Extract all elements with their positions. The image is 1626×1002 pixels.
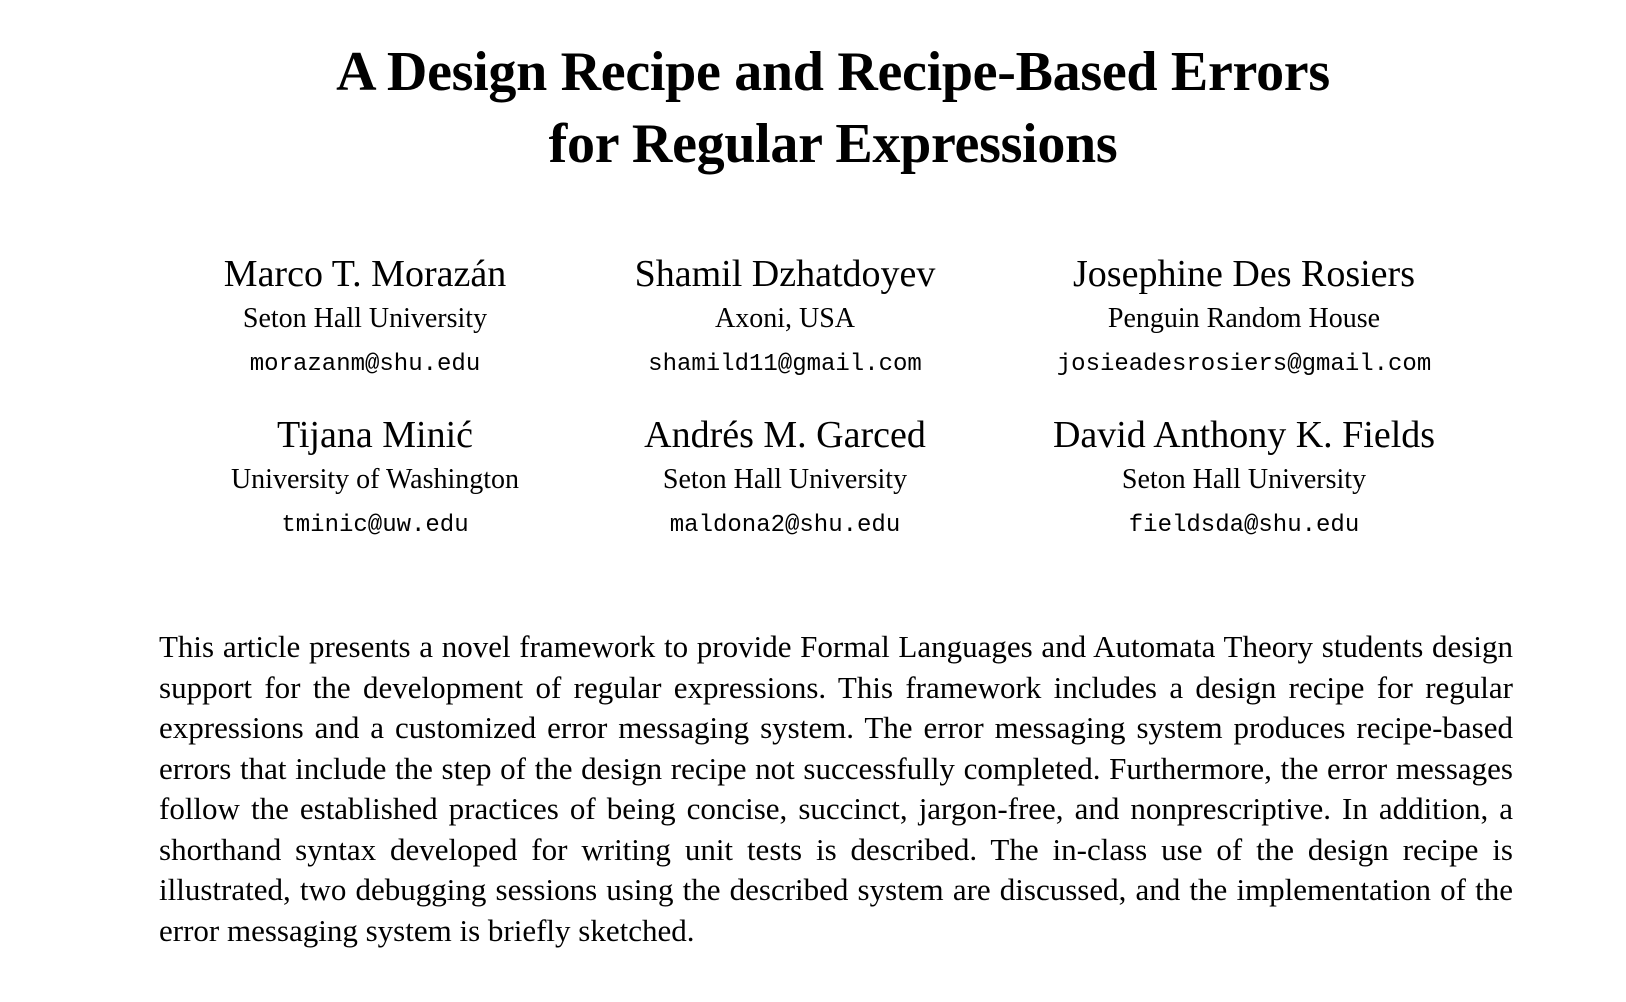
author-email: fieldsda@shu.edu bbox=[1128, 512, 1360, 539]
author-block bbox=[1024, 413, 1464, 541]
author-block bbox=[585, 252, 985, 380]
author-affiliation: Seton Hall University bbox=[242, 303, 488, 334]
author-name: Josephine Des Rosiers bbox=[1073, 253, 1415, 295]
author-email: tminic@uw.edu bbox=[281, 512, 469, 539]
author-affiliation: University of Washington bbox=[230, 464, 520, 495]
author-block bbox=[585, 413, 985, 541]
title-line-1: A Design Recipe and Recipe-Based Errors bbox=[336, 41, 1330, 103]
author-email: josieadesrosiers@gmail.com bbox=[1056, 351, 1432, 378]
author-affiliation: Axoni, USA bbox=[714, 303, 855, 334]
author-name: Marco T. Morazán bbox=[223, 253, 507, 295]
author-affiliation: Seton Hall University bbox=[662, 464, 908, 495]
author-name: Tijana Minić bbox=[277, 414, 473, 456]
author-name: Shamil Dzhatdoyev bbox=[634, 253, 936, 295]
author-block bbox=[165, 252, 565, 380]
author-block bbox=[175, 413, 575, 541]
author-name: Andrés M. Garced bbox=[644, 414, 926, 456]
paper-title bbox=[0, 36, 1626, 180]
title-line-2: for Regular Expressions bbox=[548, 113, 1118, 175]
author-affiliation: Seton Hall University bbox=[1121, 464, 1367, 495]
abstract-paragraph: This article presents a novel framework to provide Formal Languages and Automata Theory students design support for the development of regular expressions. This framework includes a design recipe for regular expressions and a customized error messaging system. The error messaging system produces recipe-based errors that include the step of the design recipe not successfully completed. Furthermore, the error messages follow the established practices of being concise, succinct, jargon-free, and nonprescriptive. In addition, a shorthand syntax developed for writing unit tests is described. The in-class use of the design recipe is illustrated, two debugging sessions using the described system are discussed, and the implementation of the error messaging system is briefly sketched. bbox=[159, 629, 1513, 948]
author-email: morazanm@shu.edu bbox=[249, 351, 481, 378]
author-name: David Anthony K. Fields bbox=[1052, 414, 1436, 456]
author-email: shamild11@gmail.com bbox=[648, 351, 922, 378]
author-block bbox=[1024, 252, 1464, 380]
author-affiliation: Penguin Random House bbox=[1107, 303, 1381, 334]
author-email: maldona2@shu.edu bbox=[669, 512, 901, 539]
